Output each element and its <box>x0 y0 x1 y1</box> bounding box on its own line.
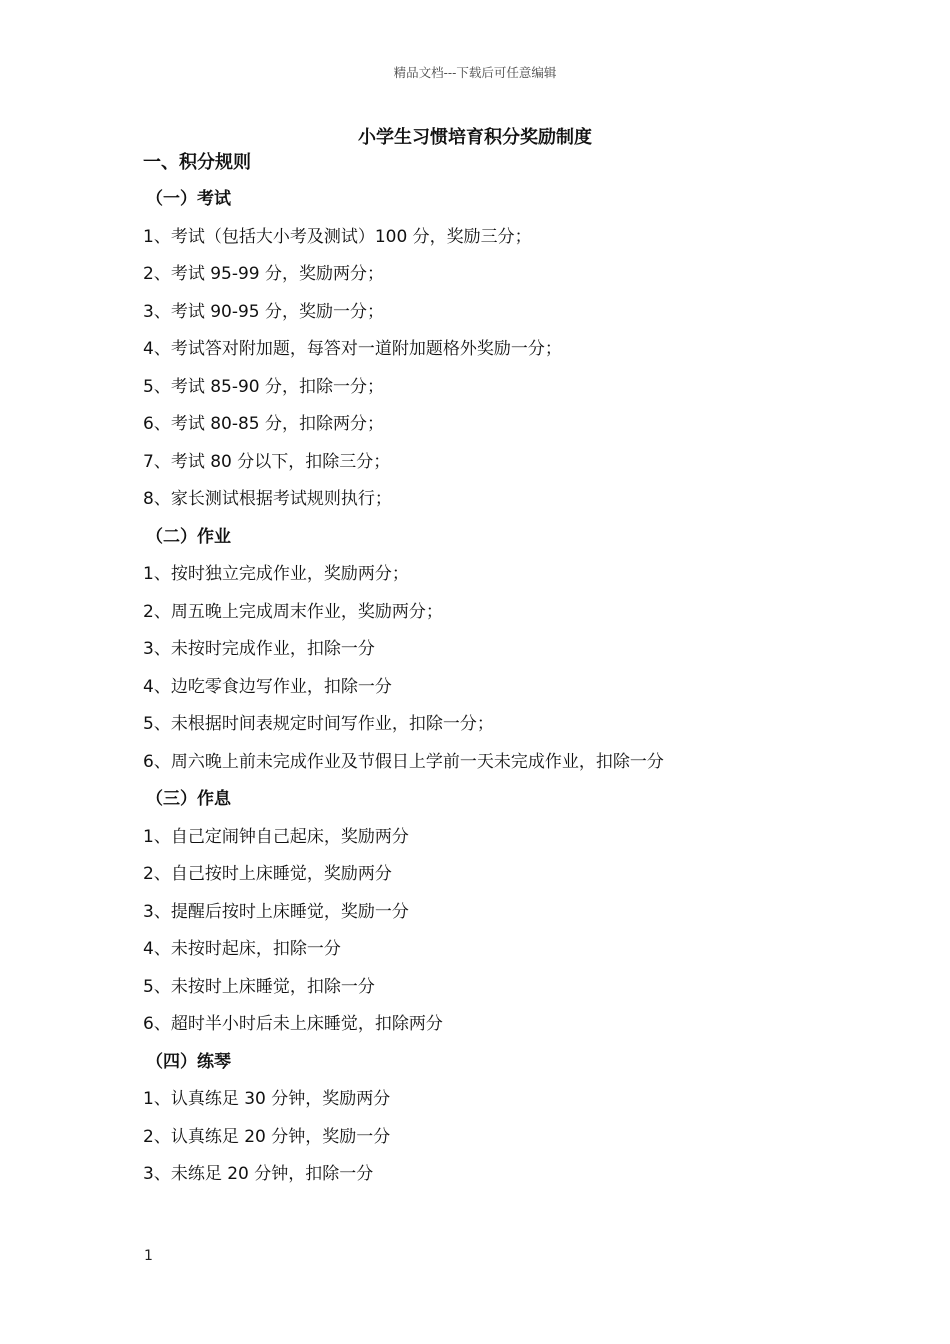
rule-item: 2、考试 95-99 分，奖励两分； <box>143 264 385 284</box>
subsection-heading-piano: （四）练琴 <box>146 1051 231 1072</box>
header-watermark: 精品文档---下载后可任意编辑 <box>393 65 557 80</box>
subsection-heading-schedule: （三）作息 <box>146 789 231 809</box>
rule-item: 1、自己定闹钟自己起床，奖励两分 <box>143 826 409 847</box>
rule-item: 4、未按时起床，扣除一分 <box>143 939 341 959</box>
rule-item: 1、按时独立完成作业，奖励两分； <box>143 564 409 584</box>
subsection-heading-homework: （二）作业 <box>146 526 231 547</box>
rule-item: 3、未按时完成作业，扣除一分 <box>143 639 375 659</box>
rule-item: 4、边吃零食边写作业，扣除一分 <box>143 676 392 697</box>
rule-item: 2、认真练足 20 分钟，奖励一分 <box>143 1126 391 1147</box>
document-title: 小学生习惯培育积分奖励制度 <box>358 127 592 148</box>
rule-item: 3、考试 90-95 分，奖励一分； <box>143 301 385 322</box>
subsection-heading-exam: （一）考试 <box>146 189 231 209</box>
rule-item: 2、自己按时上床睡觉，奖励两分 <box>143 864 392 884</box>
rule-item: 6、周六晚上前未完成作业及节假日上学前一天未完成作业，扣除一分 <box>143 751 664 772</box>
rule-item: 8、家长测试根据考试规则执行； <box>143 489 392 509</box>
section-heading: 一、积分规则 <box>143 152 251 173</box>
rule-item: 2、周五晚上完成周末作业，奖励两分； <box>143 601 443 622</box>
rule-item: 6、考试 80-85 分，扣除两分； <box>143 414 385 434</box>
rule-item: 6、超时半小时后未上床睡觉，扣除两分 <box>143 1014 443 1034</box>
rule-item: 7、考试 80 分以下，扣除三分； <box>143 451 391 472</box>
page-number: 1 <box>144 1248 153 1264</box>
rule-item: 5、未按时上床睡觉，扣除一分 <box>143 976 375 997</box>
rule-item: 4、考试答对附加题，每答对一道附加题格外奖励一分； <box>143 339 562 359</box>
rule-item: 1、认真练足 30 分钟，奖励两分 <box>143 1089 391 1109</box>
rule-item: 5、考试 85-90 分，扣除一分； <box>143 376 385 397</box>
rule-item: 3、未练足 20 分钟，扣除一分 <box>143 1164 374 1184</box>
rules-body <box>143 186 843 1199</box>
rule-item: 1、考试（包括大小考及测试）100 分，奖励三分； <box>143 226 532 247</box>
rule-item: 3、提醒后按时上床睡觉，奖励一分 <box>143 901 409 922</box>
rule-item: 5、未根据时间表规定时间写作业，扣除一分； <box>143 714 494 734</box>
